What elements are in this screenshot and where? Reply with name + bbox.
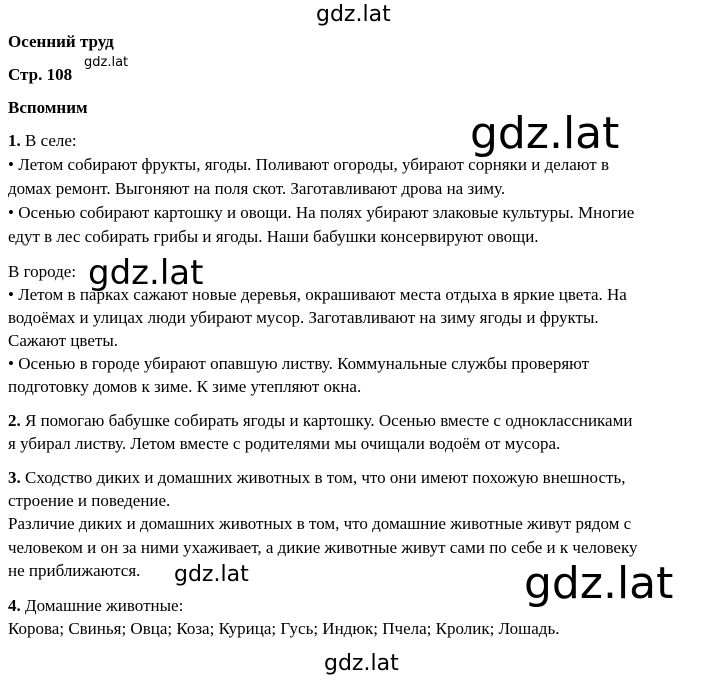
q3-number: 3.: [8, 468, 21, 487]
q2-number: 2.: [8, 411, 21, 430]
q1-village-autumn-2: едут в лес собирать грибы и ягоды. Наши бабушки консервируют овощи.: [8, 227, 539, 246]
watermark-bottom: gdz.lat: [324, 651, 399, 676]
q1-city-autumn-2: подготовку домов к зиме. К зиме утепляют окна.: [8, 377, 362, 396]
page-number: Стр. 108: [8, 65, 73, 84]
q3-line-2: строение и поведение.: [8, 491, 171, 510]
watermark-big-3: gdz.lat: [524, 558, 674, 609]
q3-line-4: человеком и он за ними ухаживает, а дикие животные живут сами по себе и к человеку: [8, 538, 638, 557]
q1-city-autumn-1: • Осенью в городе убирают опавшую листву. Коммунальные службы проверяют: [8, 354, 590, 373]
q4-label: [8, 595, 183, 617]
q4-label-text: Домашние животные:: [20, 596, 184, 615]
q2-line-2: я убирал листву. Летом вместе с родителями мы очищали водоём от мусора.: [8, 434, 561, 453]
q1-village-summer-2: домах ремонт. Выгоняют на поля скот. Заготавливают дрова на зиму.: [8, 179, 506, 198]
watermark-big-1: gdz.lat: [470, 108, 620, 159]
q1-village-autumn-1: • Осенью собирают картошку и овощи. На полях убирают злаковые культуры. Многие: [8, 203, 635, 222]
watermark-big-2: gdz.lat: [88, 253, 204, 293]
q1-number: 1.: [8, 131, 21, 150]
q1-city-summer-2: водоёмах и улицах люди убирают мусор. Заготавливают на зиму ягоды и фрукты.: [8, 308, 599, 327]
q1-city-summer-3: Сажают цветы.: [8, 331, 119, 350]
q1-city-label: В городе:: [8, 262, 77, 281]
section-heading: Вспомним: [8, 98, 88, 117]
q4-animal-list: Корова; Свинья; Овца; Коза; Курица; Гусь; Индюк; Пчела; Кролик; Лошадь.: [8, 619, 560, 638]
q2-text-1: Я помогаю бабушке собирать ягоды и картошку. Осенью вместе с одноклассниками: [20, 411, 633, 430]
q3-line-5: не приближаются.: [8, 561, 141, 580]
q1-village-label: [8, 130, 77, 152]
watermark-mid: gdz.lat: [174, 562, 249, 587]
q1-village-text: В селе:: [25, 131, 77, 150]
q3-line-3: Различие диких и домашних животных в том, что домашние животные живут рядом с: [8, 514, 632, 533]
watermark-top: gdz.lat: [316, 2, 391, 27]
q4-number: 4.: [8, 596, 21, 615]
q3-line-1: [8, 467, 625, 489]
q1-city-summer-1: • Летом в парках сажают новые деревья, окрашивают места отдыха в яркие цвета. На: [8, 285, 627, 304]
q1-village-summer-1: • Летом собирают фрукты, ягоды. Поливают огороды, убирают сорняки и делают в: [8, 155, 609, 174]
q3-text-1: Сходство диких и домашних животных в том, что они имеют похожую внешность,: [20, 468, 626, 487]
q2-line-1: [8, 410, 632, 432]
watermark-small-page: gdz.lat: [84, 55, 129, 70]
document-title: Осенний труд: [8, 32, 114, 51]
